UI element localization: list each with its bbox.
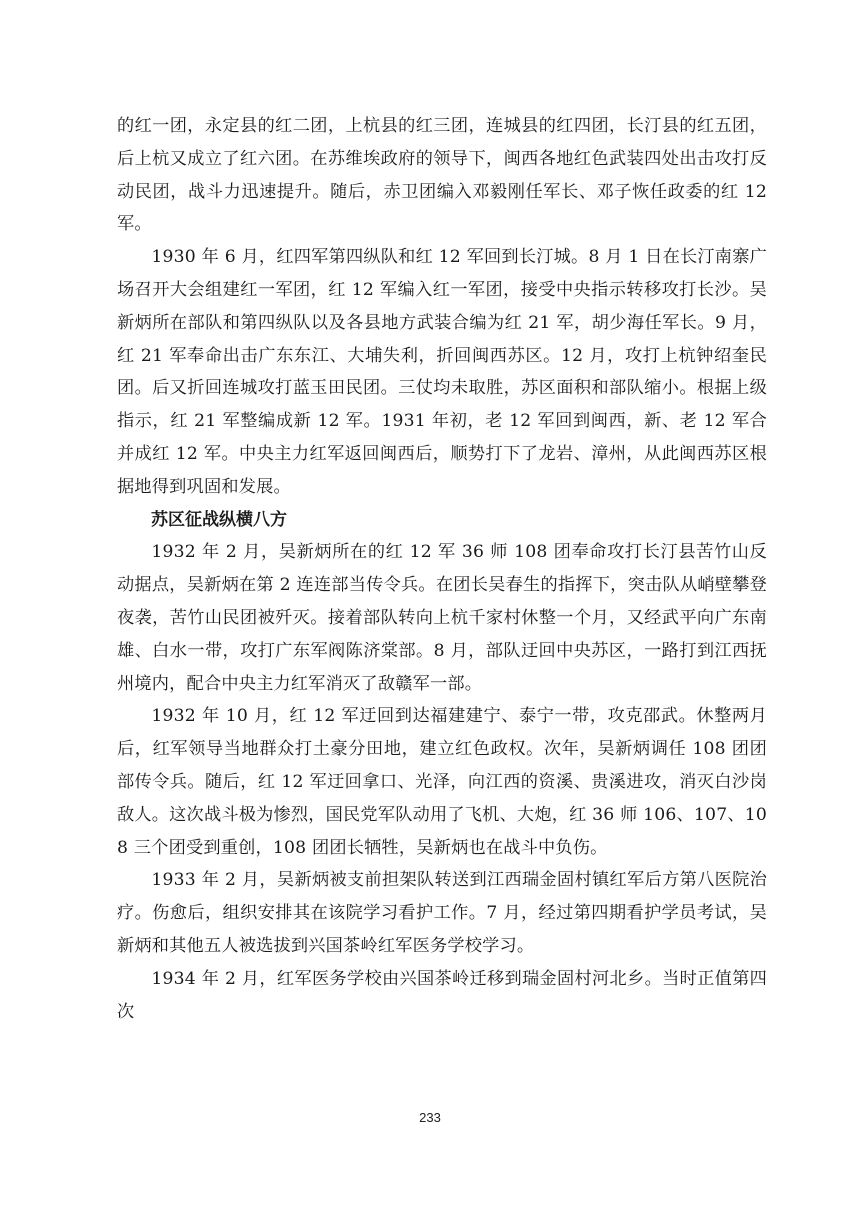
paragraph-1934-feb: 1934 年 2 月，红军医务学校由兴国茶岭迁移到瑞金固村河北乡。当时正值第四次 bbox=[117, 968, 767, 1022]
section-heading: 苏区征战纵横八方 bbox=[151, 509, 287, 530]
paragraph-continuation: 的红一团，永定县的红二团，上杭县的红三团，连城县的红四团，长汀县的红五团，后上杭又成立了红六团。在苏维埃政府的领导下，闽西各地红色武装四处出击攻打反动民团，战斗力迅速提升。随后，赤卫团编入邓毅刚任军长、邓子恢任政委的红 12 军。 bbox=[117, 116, 767, 235]
paragraph-1933-feb: 1933 年 2 月，吴新炳被支前担架队转送到江西瑞金固村镇红军后方第八医院治疗。伤愈后，组织安排其在该院学习看护工作。7 月，经过第四期看护学员考试，吴新炳和其他五人被选拔到兴国茶岭红军医务学校学习。 bbox=[117, 870, 767, 956]
page-body bbox=[117, 110, 767, 1028]
page-number: 233 bbox=[419, 1110, 441, 1125]
paragraph-1930: 1930 年 6 月，红四军第四纵队和红 12 军回到长汀城。8 月 1 日在长汀南寨广场召开大会组建红一军团，红 12 军编入红一军团，接受中央指示转移攻打长沙。吴新炳所在部队和第四纵队以及各县地方武装合编为红 21 军，胡少海任军长。9 月，红 21 军奉命出击广东东江、大埔失利，折回闽西苏区。12 月，攻打上杭钟绍奎民团。后又折回连城攻打蓝玉田民团。三仗均未取胜，苏区面积和部队缩小。根据上级指示，红 21 军整编成新 12 军。1931 年初，老 12 军回到闽西，新、老 12 军合并成红 12 军。中央主力红军返回闽西后，顺势打下了龙岩、漳州，从此闽西苏区根据地得到巩固和发展。 bbox=[117, 247, 767, 497]
paragraph-1932-feb: 1932 年 2 月，吴新炳所在的红 12 军 36 师 108 团奉命攻打长汀县苦竹山反动据点，吴新炳在第 2 连连部当传令兵。在团长吴春生的指挥下，突击队从峭壁攀登夜袭，苦竹山民团被歼灭。接着部队转向上杭千家村休整一个月，又经武平向广东南雄、白水一带，攻打广东军阀陈济棠部。8 月，部队迂回中央苏区，一路打到江西抚州境内，配合中央主力红军消灭了敌赣军一部。 bbox=[117, 542, 767, 694]
paragraph-1932-oct: 1932 年 10 月，红 12 军迂回到达福建建宁、泰宁一带，攻克邵武。休整两月后，红军领导当地群众打土豪分田地，建立红色政权。次年，吴新炳调任 108 团团部传令兵。随后，红 12 军迂回拿口、光泽，向江西的资溪、贵溪进攻，消灭白沙岗敌人。这次战斗极为惨烈，国民党军队动用了飞机、大炮，红 36 师 106、107、108 三个团受到重创，108 团团长牺牲，吴新炳也在战斗中负伤。 bbox=[117, 706, 767, 858]
